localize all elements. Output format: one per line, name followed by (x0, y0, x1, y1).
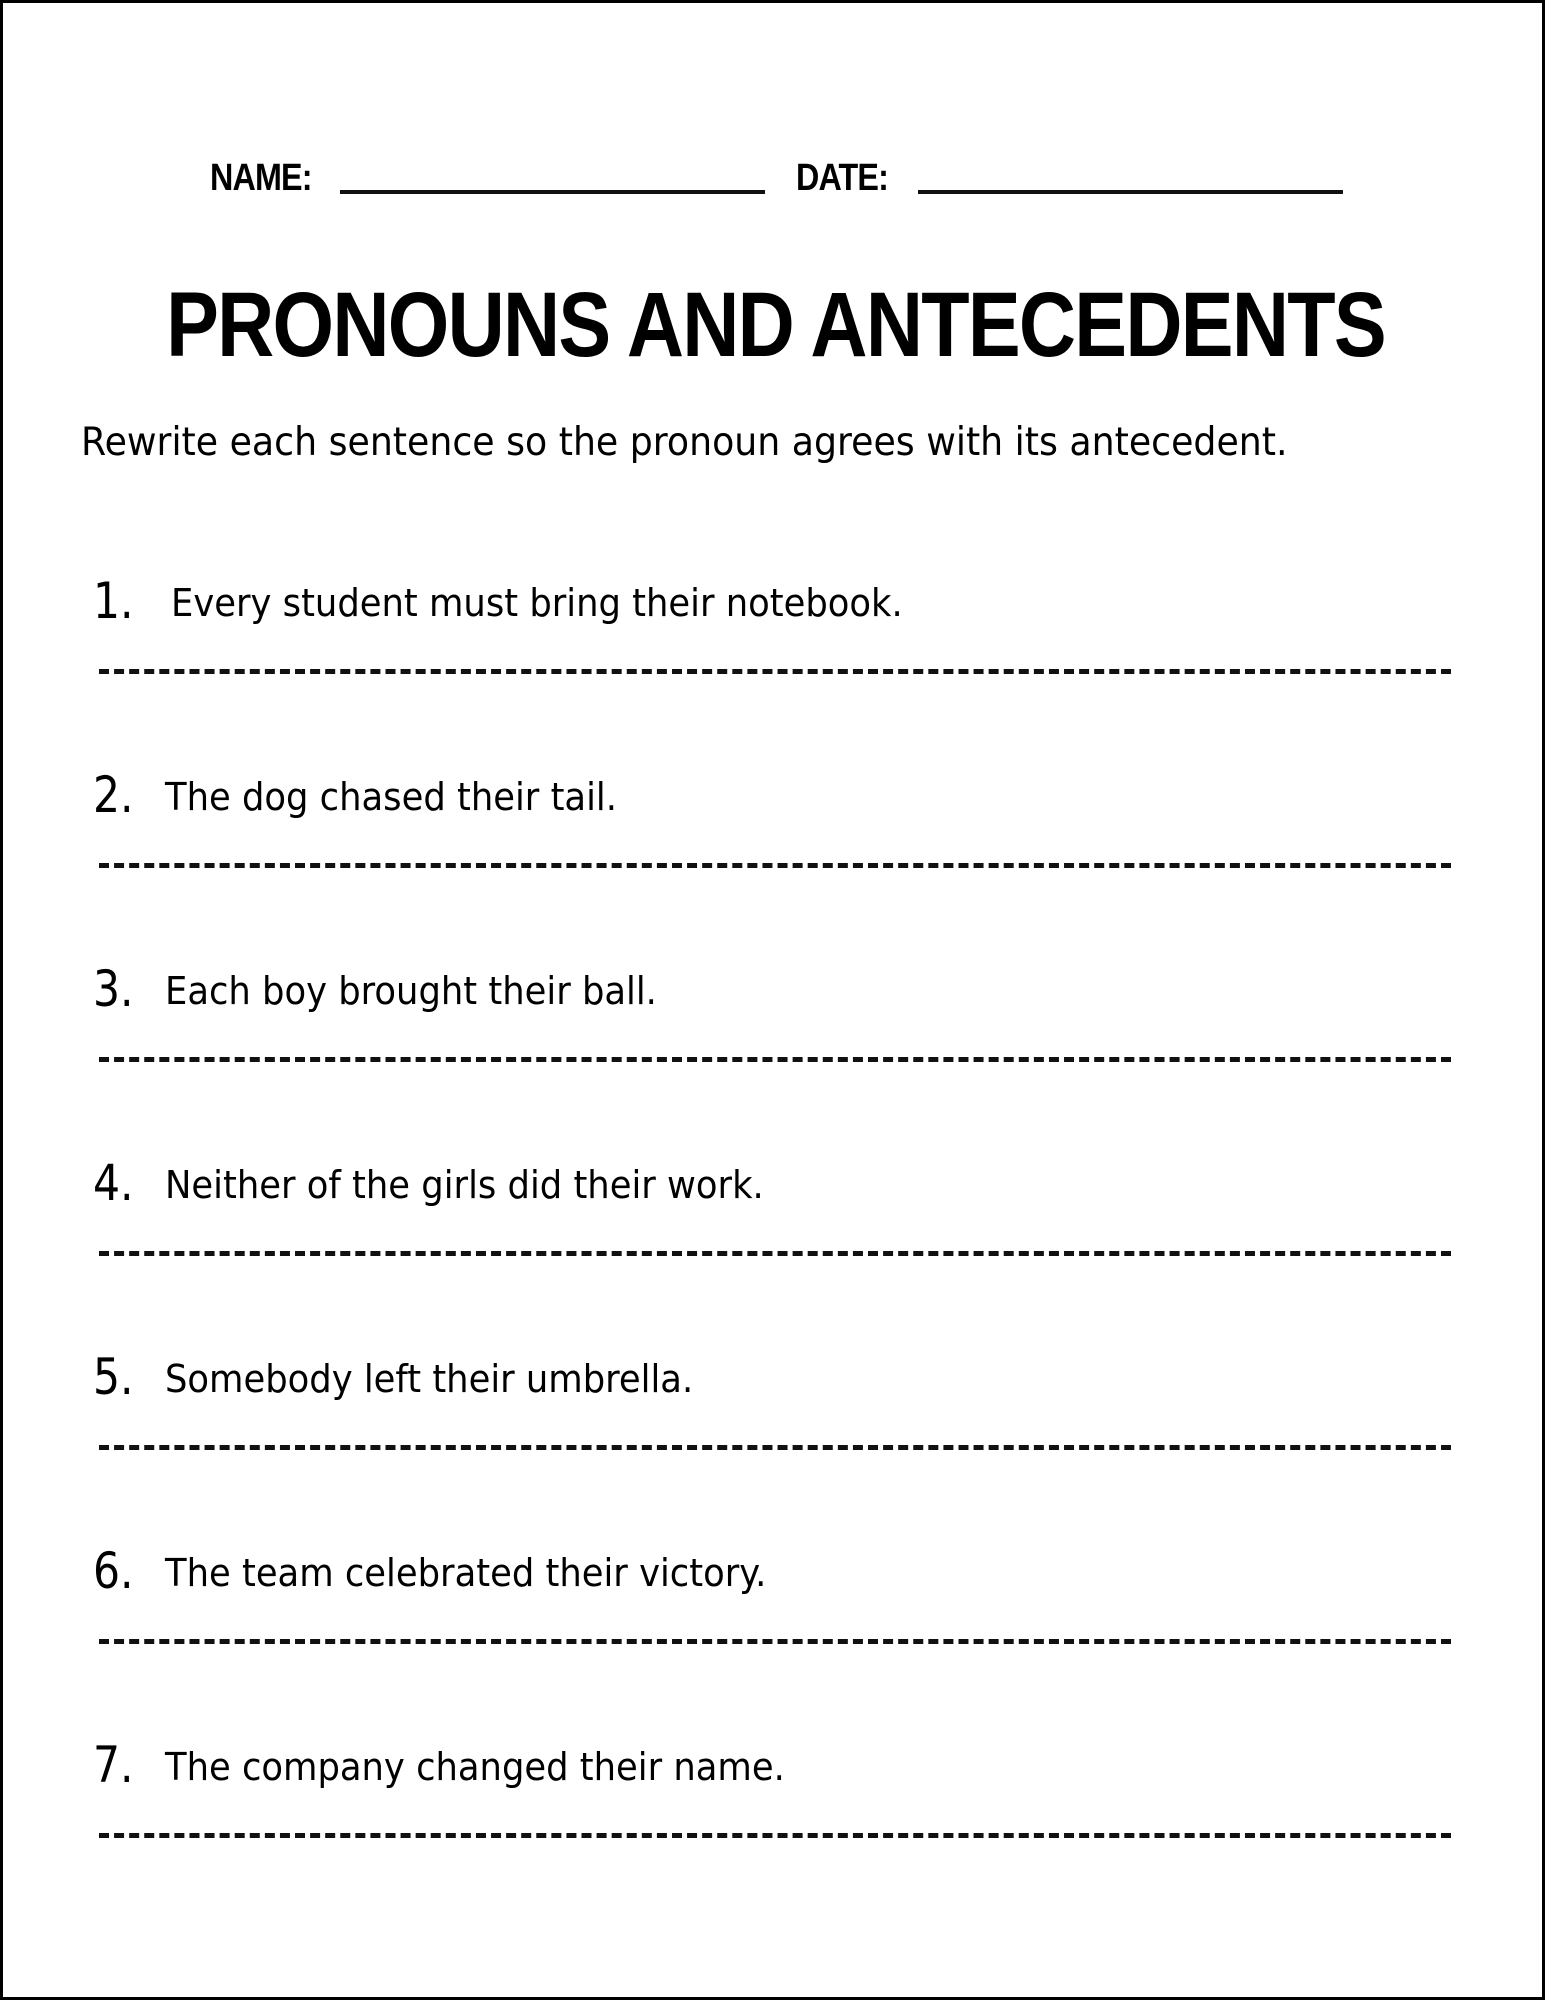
item-sentence: The team celebrated their victory. (165, 1551, 767, 1595)
item-sentence: Each boy brought their ball. (165, 969, 657, 1013)
exercise-item-4 (93, 1151, 1453, 1345)
answer-line-7[interactable] (99, 1833, 1451, 1838)
item-number: 7. (93, 1736, 134, 1794)
item-number: 2. (93, 766, 134, 824)
item-number: 6. (93, 1542, 134, 1600)
exercise-item-5 (93, 1345, 1453, 1539)
answer-line-3[interactable] (99, 1057, 1451, 1062)
item-sentence: The dog chased their tail. (165, 775, 617, 819)
item-number: 5. (93, 1348, 134, 1406)
name-input-line[interactable] (340, 190, 765, 194)
item-number: 3. (93, 960, 134, 1018)
exercise-item-6 (93, 1539, 1453, 1733)
item-sentence: The company changed their name. (165, 1745, 785, 1789)
date-input-line[interactable] (918, 190, 1343, 194)
answer-line-2[interactable] (99, 863, 1451, 868)
worksheet-title: PRONOUNS AND ANTECEDENTS (166, 274, 1385, 376)
answer-line-6[interactable] (99, 1639, 1451, 1644)
item-number: 1. (93, 572, 134, 630)
answer-line-1[interactable] (99, 669, 1451, 674)
exercise-item-1 (93, 569, 1453, 763)
instructions-text: Rewrite each sentence so the pronoun agrees with its antecedent. (81, 420, 1288, 465)
name-date-header (210, 153, 1350, 203)
item-sentence: Neither of the girls did their work. (165, 1163, 764, 1207)
answer-line-4[interactable] (99, 1251, 1451, 1256)
date-label: DATE: (796, 157, 889, 199)
name-label: NAME: (210, 157, 312, 199)
item-number: 4. (93, 1154, 134, 1212)
item-sentence: Every student must bring their notebook. (171, 581, 903, 625)
item-sentence: Somebody left their umbrella. (165, 1357, 694, 1401)
exercise-item-7 (93, 1733, 1453, 1927)
exercise-item-2 (93, 763, 1453, 957)
answer-line-5[interactable] (99, 1445, 1451, 1450)
exercise-item-3 (93, 957, 1453, 1151)
